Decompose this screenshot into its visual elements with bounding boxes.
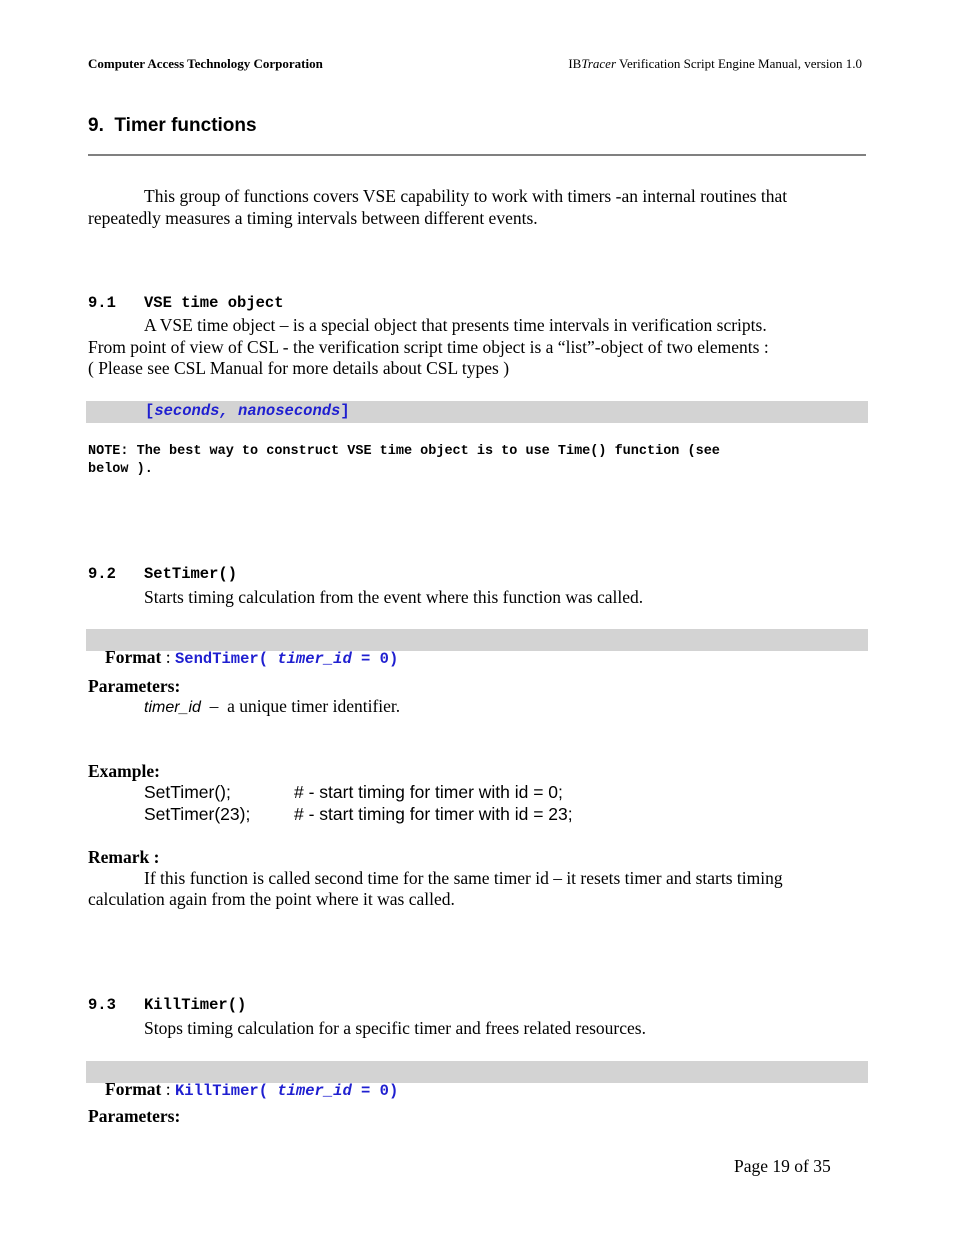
s91-line-3: ( Please see CSL Manual for more details about CSL types ): [88, 358, 510, 378]
s93-parameters-label: Parameters:: [88, 1106, 181, 1126]
section-heading-9-2: 9.2 SetTimer(): [88, 565, 238, 583]
chapter-heading: [88, 115, 257, 137]
s92-parameters-label: Parameters:: [88, 676, 181, 696]
remark-line-2: calculation again from the point where it was called.: [88, 889, 455, 909]
chapter-number: 9.: [88, 115, 104, 136]
remark-label: Remark :: [88, 847, 160, 867]
time-object-code-block: [seconds, nanoseconds]: [86, 401, 868, 423]
remark-line-1: If this function is called second time for the same timer id – it resets timer and starts timing: [144, 868, 783, 888]
heading-rule: [88, 154, 866, 156]
s91-line-1: A VSE time object – is a special object that presents time intervals in verification scripts.: [144, 315, 767, 335]
running-header-company: Computer Access Technology Corporation: [88, 56, 323, 71]
section-heading-9-1: 9.1 VSE time object: [88, 294, 284, 312]
settimer-format-block: Format : SendTimer( timer_id = 0): [86, 629, 868, 651]
s91-line-2: From point of view of CSL - the verification script time object is a “list”-object of two elements :: [88, 337, 769, 357]
intro-line-2: repeatedly measures a timing intervals between different events.: [88, 208, 538, 228]
running-header-manual: IBTracer Verification Script Engine Manual, version 1.0: [568, 56, 862, 71]
note-line-1: NOTE: The best way to construct VSE time object is to use Time() function (see: [88, 444, 720, 459]
example-block: [144, 781, 573, 825]
example-label: Example:: [88, 761, 160, 781]
s93-description: Stops timing calculation for a specific timer and frees related resources.: [144, 1018, 646, 1038]
s92-description: Starts timing calculation from the event where this function was called.: [144, 587, 644, 607]
intro-line-1: This group of functions covers VSE capability to work with timers -an internal routines that: [144, 186, 788, 206]
example-row: SetTimer(23); # - start timing for timer with id = 23;: [144, 804, 573, 824]
chapter-title: Timer functions: [114, 115, 257, 136]
page-number: Page 19 of 35: [734, 1156, 831, 1176]
note-line-2: below ).: [88, 462, 153, 477]
killtimer-format-block: Format : KillTimer( timer_id = 0): [86, 1061, 868, 1083]
s92-parameter: timer_id – a unique timer identifier.: [144, 696, 401, 716]
example-row: SetTimer(); # - start timing for timer with id = 0;: [144, 782, 563, 802]
section-heading-9-3: 9.3 KillTimer(): [88, 996, 247, 1014]
